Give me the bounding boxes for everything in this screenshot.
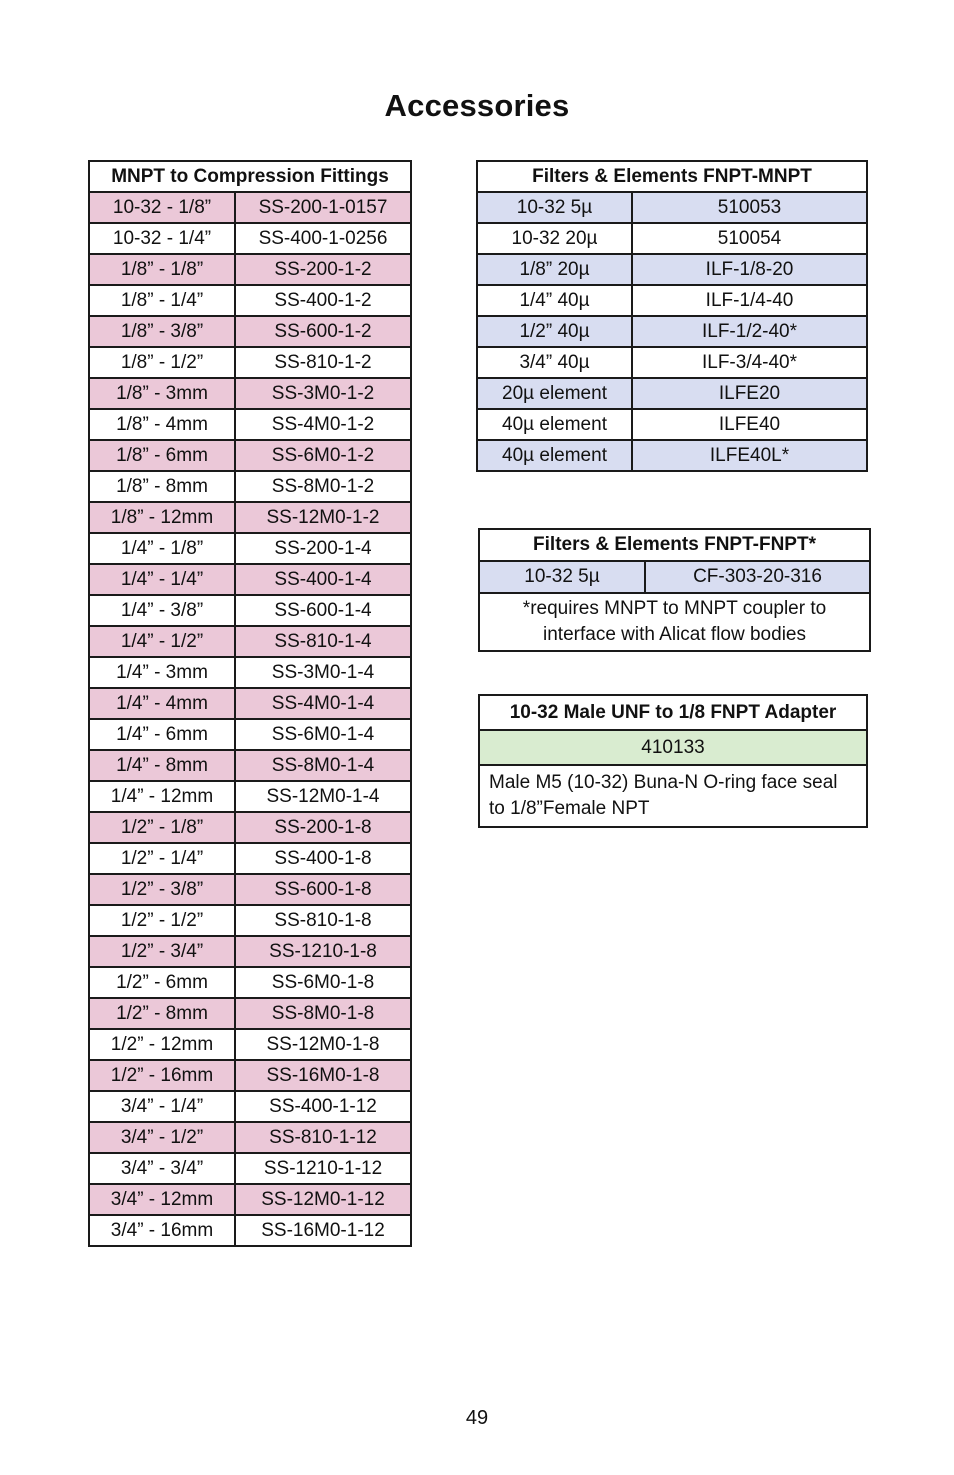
table-row [477, 223, 867, 254]
table-row [89, 1122, 411, 1153]
fitting-size-cell: 1/8” - 1/2” [89, 347, 235, 378]
fitting-size-cell: 1/8” - 1/8” [89, 254, 235, 285]
table-row [89, 409, 411, 440]
part-number-cell: SS-400-1-4 [235, 564, 411, 595]
table-row [89, 905, 411, 936]
part-number-cell: SS-810-1-4 [235, 626, 411, 657]
table-row [89, 192, 411, 223]
fitting-size-cell: 1/2” - 3/8” [89, 874, 235, 905]
part-number-cell: SS-4M0-1-2 [235, 409, 411, 440]
part-number-cell: 510054 [632, 223, 867, 254]
table-row [89, 1060, 411, 1091]
part-number-cell: SS-8M0-1-2 [235, 471, 411, 502]
filters-fnpt-mnpt-table [476, 160, 868, 472]
part-number-cell: SS-600-1-2 [235, 316, 411, 347]
part-number-cell: SS-16M0-1-12 [235, 1215, 411, 1246]
table-row [89, 750, 411, 781]
fitting-size-cell: 1/2” - 1/2” [89, 905, 235, 936]
mnpt-compression-table [88, 160, 412, 1247]
table-row [477, 409, 867, 440]
fitting-size-cell: 1/8” - 1/4” [89, 285, 235, 316]
table-row [89, 688, 411, 719]
table-row [477, 316, 867, 347]
fitting-size-cell: 1/2” 40µ [477, 316, 632, 347]
part-number-cell: SS-3M0-1-2 [235, 378, 411, 409]
fitting-size-cell: 40µ element [477, 440, 632, 471]
part-number-cell: SS-12M0-1-4 [235, 781, 411, 812]
part-number-cell: ILF-3/4-40* [632, 347, 867, 378]
table-row [89, 502, 411, 533]
part-number-cell: ILF-1/8-20 [632, 254, 867, 285]
mnpt-compression-header: MNPT to Compression Fittings [89, 161, 411, 192]
fitting-size-cell: 1/4” - 4mm [89, 688, 235, 719]
fitting-size-cell: 10-32 5µ [479, 561, 645, 593]
fitting-size-cell: 1/2” - 8mm [89, 998, 235, 1029]
table-row [89, 533, 411, 564]
coupler-note: *requires MNPT to MNPT coupler to interface with Alicat flow bodies [479, 593, 870, 651]
part-number-cell: SS-1210-1-12 [235, 1153, 411, 1184]
part-number-cell: ILFE20 [632, 378, 867, 409]
part-number-cell: SS-12M0-1-8 [235, 1029, 411, 1060]
table-row [477, 285, 867, 316]
table-row [477, 378, 867, 409]
part-number-cell: SS-600-1-8 [235, 874, 411, 905]
part-number-cell: ILF-1/2-40* [632, 316, 867, 347]
part-number-cell: SS-8M0-1-8 [235, 998, 411, 1029]
table-row [89, 1184, 411, 1215]
part-number-cell: SS-200-1-4 [235, 533, 411, 564]
part-number-cell: SS-4M0-1-4 [235, 688, 411, 719]
table-row [89, 1153, 411, 1184]
fitting-size-cell: 10-32 5µ [477, 192, 632, 223]
part-number-cell: SS-600-1-4 [235, 595, 411, 626]
table-row [89, 316, 411, 347]
part-number-cell: SS-810-1-2 [235, 347, 411, 378]
part-number-cell: SS-6M0-1-2 [235, 440, 411, 471]
table-row [89, 812, 411, 843]
table-row [477, 440, 867, 471]
table-row [89, 998, 411, 1029]
filters-fnpt-fnpt-header: Filters & Elements FNPT-FNPT* [479, 529, 870, 561]
table-row [89, 285, 411, 316]
fitting-size-cell: 3/4” - 12mm [89, 1184, 235, 1215]
fitting-size-cell: 1/4” 40µ [477, 285, 632, 316]
table-row [479, 765, 867, 827]
fitting-size-cell: 1/4” - 3/8” [89, 595, 235, 626]
page-number: 49 [465, 1407, 489, 1429]
fitting-size-cell: 1/4” - 3mm [89, 657, 235, 688]
part-number-cell: SS-200-1-0157 [235, 192, 411, 223]
part-number-cell: SS-8M0-1-4 [235, 750, 411, 781]
table-row [477, 347, 867, 378]
table-row [89, 378, 411, 409]
table-row [89, 657, 411, 688]
table-row [89, 936, 411, 967]
fitting-size-cell: 1/4” - 12mm [89, 781, 235, 812]
fitting-size-cell: 1/2” - 1/8” [89, 812, 235, 843]
fitting-size-cell: 1/4” - 6mm [89, 719, 235, 750]
filters-fnpt-mnpt-header: Filters & Elements FNPT-MNPT [477, 161, 867, 192]
table-row [89, 254, 411, 285]
part-number-cell: 510053 [632, 192, 867, 223]
fitting-size-cell: 1/8” 20µ [477, 254, 632, 285]
fitting-size-cell: 20µ element [477, 378, 632, 409]
table-row [89, 1215, 411, 1246]
part-number-cell: SS-3M0-1-4 [235, 657, 411, 688]
fitting-size-cell: 3/4” - 16mm [89, 1215, 235, 1246]
adapter-table [478, 694, 868, 828]
table-row [89, 440, 411, 471]
table-row [89, 626, 411, 657]
fitting-size-cell: 1/4” - 8mm [89, 750, 235, 781]
adapter-description: Male M5 (10-32) Buna-N O-ring face seal to 1/8”Female NPT [479, 765, 867, 827]
part-number-cell: SS-12M0-1-12 [235, 1184, 411, 1215]
part-number-cell: SS-1210-1-8 [235, 936, 411, 967]
part-number-cell: SS-200-1-2 [235, 254, 411, 285]
fitting-size-cell: 1/4” - 1/4” [89, 564, 235, 595]
fitting-size-cell: 1/8” - 3/8” [89, 316, 235, 347]
table-row [479, 730, 867, 765]
fitting-size-cell: 3/4” 40µ [477, 347, 632, 378]
table-row [89, 781, 411, 812]
table-row [477, 254, 867, 285]
fitting-size-cell: 1/8” - 6mm [89, 440, 235, 471]
table-row [89, 471, 411, 502]
part-number-cell: SS-400-1-0256 [235, 223, 411, 254]
table-row [89, 874, 411, 905]
part-number-cell: CF-303-20-316 [645, 561, 870, 593]
fitting-size-cell: 40µ element [477, 409, 632, 440]
part-number-cell: SS-12M0-1-2 [235, 502, 411, 533]
fitting-size-cell: 3/4” - 1/4” [89, 1091, 235, 1122]
table-row [89, 347, 411, 378]
fitting-size-cell: 1/2” - 1/4” [89, 843, 235, 874]
table-row [479, 561, 870, 593]
part-number-cell: SS-400-1-8 [235, 843, 411, 874]
adapter-part-number: 410133 [479, 730, 867, 765]
fitting-size-cell: 1/2” - 6mm [89, 967, 235, 998]
adapter-header: 10-32 Male UNF to 1/8 FNPT Adapter [479, 695, 867, 730]
table-row [89, 843, 411, 874]
part-number-cell: ILF-1/4-40 [632, 285, 867, 316]
fitting-size-cell: 1/2” - 16mm [89, 1060, 235, 1091]
table-row [89, 719, 411, 750]
part-number-cell: SS-200-1-8 [235, 812, 411, 843]
part-number-cell: SS-810-1-8 [235, 905, 411, 936]
table-row [89, 967, 411, 998]
fitting-size-cell: 1/4” - 1/8” [89, 533, 235, 564]
part-number-cell: SS-400-1-2 [235, 285, 411, 316]
part-number-cell: ILFE40L* [632, 440, 867, 471]
table-row [89, 564, 411, 595]
fitting-size-cell: 3/4” - 1/2” [89, 1122, 235, 1153]
fitting-size-cell: 1/8” - 4mm [89, 409, 235, 440]
fitting-size-cell: 1/2” - 3/4” [89, 936, 235, 967]
part-number-cell: SS-6M0-1-8 [235, 967, 411, 998]
fitting-size-cell: 10-32 - 1/4” [89, 223, 235, 254]
table-row [89, 1029, 411, 1060]
fitting-size-cell: 3/4” - 3/4” [89, 1153, 235, 1184]
fitting-size-cell: 1/8” - 3mm [89, 378, 235, 409]
fitting-size-cell: 1/8” - 12mm [89, 502, 235, 533]
part-number-cell: SS-810-1-12 [235, 1122, 411, 1153]
fitting-size-cell: 1/4” - 1/2” [89, 626, 235, 657]
page-title: Accessories [384, 88, 570, 123]
part-number-cell: SS-400-1-12 [235, 1091, 411, 1122]
fitting-size-cell: 1/8” - 8mm [89, 471, 235, 502]
table-row [479, 593, 870, 651]
table-row [477, 192, 867, 223]
table-row [89, 1091, 411, 1122]
fitting-size-cell: 10-32 - 1/8” [89, 192, 235, 223]
part-number-cell: SS-6M0-1-4 [235, 719, 411, 750]
fitting-size-cell: 10-32 20µ [477, 223, 632, 254]
table-row [89, 595, 411, 626]
part-number-cell: ILFE40 [632, 409, 867, 440]
table-row [89, 223, 411, 254]
fitting-size-cell: 1/2” - 12mm [89, 1029, 235, 1060]
filters-fnpt-fnpt-table [478, 528, 871, 652]
part-number-cell: SS-16M0-1-8 [235, 1060, 411, 1091]
